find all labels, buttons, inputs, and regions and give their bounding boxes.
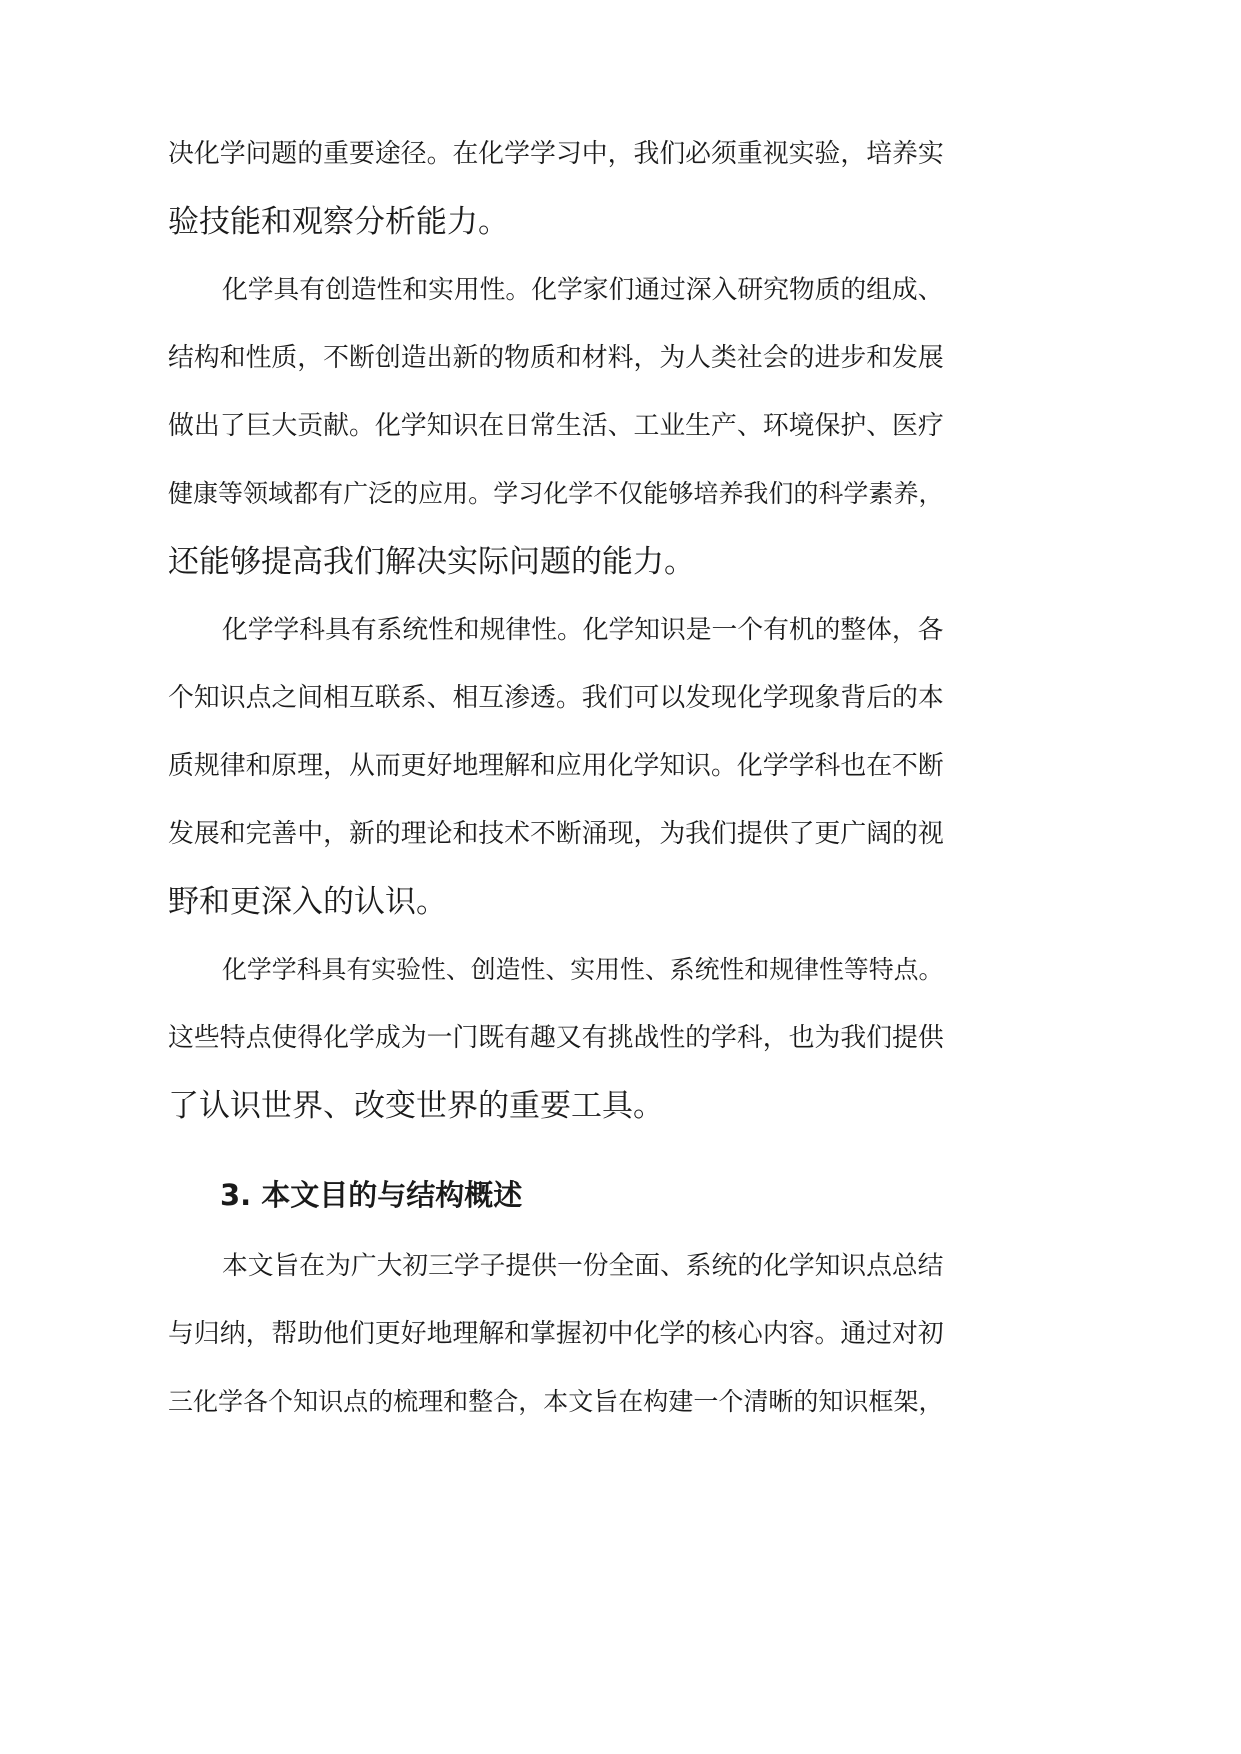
paragraph-line xyxy=(0,736,1241,796)
paragraph-line xyxy=(0,1076,1241,1136)
line-text: 结构和性质，不断创造出新的物质和材料，为人类社会的进步和发展 xyxy=(168,343,944,373)
line-text: 健康等领域都有广泛的应用。学习化学不仅能够培养我们的科学素养， xyxy=(168,479,944,508)
paragraph-line xyxy=(0,1372,1241,1432)
line-text: 发展和完善中，新的理论和技术不断涌现，为我们提供了更广阔的视 xyxy=(168,819,944,849)
paragraph-line xyxy=(0,872,1241,932)
line-text: 这些特点使得化学成为一门既有趣又有挑战性的学科，也为我们提供 xyxy=(168,1023,944,1053)
paragraph-line xyxy=(0,464,1241,524)
line-text: 化学具有创造性和实用性。化学家们通过深入研究物质的组成、 xyxy=(222,275,944,305)
line-text: 化学学科具有实验性、创造性、实用性、系统性和规律性等特点。 xyxy=(222,955,944,984)
paragraph-line xyxy=(0,124,1241,184)
line-text: 三化学各个知识点的梳理和整合，本文旨在构建一个清晰的知识框架， xyxy=(168,1387,944,1416)
paragraph-line xyxy=(0,1304,1241,1364)
paragraph-line xyxy=(0,940,1241,1000)
line-text: 质规律和原理，从而更好地理解和应用化学知识。化学学科也在不断 xyxy=(168,751,944,781)
line-text: 决化学问题的重要途径。在化学学习中，我们必须重视实验，培养实 xyxy=(168,139,944,169)
line-text: 与归纳，帮助他们更好地理解和掌握初中化学的核心内容。通过对初 xyxy=(168,1319,944,1349)
paragraph-line xyxy=(0,1008,1241,1068)
line-text: 做出了巨大贡献。化学知识在日常生活、工业生产、环境保护、医疗 xyxy=(168,411,944,441)
paragraph-line xyxy=(0,260,1241,320)
section-heading xyxy=(0,1165,1241,1225)
line-text: 个知识点之间相互联系、相互渗透。我们可以发现化学现象背后的本 xyxy=(168,683,944,713)
line-text: 还能够提高我们解决实际问题的能力。 xyxy=(168,544,695,580)
line-text: 验技能和观察分析能力。 xyxy=(168,204,509,240)
line-text: 野和更深入的认识。 xyxy=(168,884,447,920)
paragraph-line xyxy=(0,396,1241,456)
paragraph-line xyxy=(0,668,1241,728)
paragraph-line xyxy=(0,328,1241,388)
line-text: 化学学科具有系统性和规律性。化学知识是一个有机的整体，各 xyxy=(222,615,944,645)
heading-text: 3. 本文目的与结构概述 xyxy=(220,1178,523,1212)
paragraph-line xyxy=(0,600,1241,660)
paragraph-line xyxy=(0,804,1241,864)
line-text: 了认识世界、改变世界的重要工具。 xyxy=(168,1088,664,1124)
paragraph-line xyxy=(0,1236,1241,1296)
line-text: 本文旨在为广大初三学子提供一份全面、系统的化学知识点总结 xyxy=(222,1251,944,1281)
paragraph-line xyxy=(0,532,1241,592)
paragraph-line xyxy=(0,192,1241,252)
